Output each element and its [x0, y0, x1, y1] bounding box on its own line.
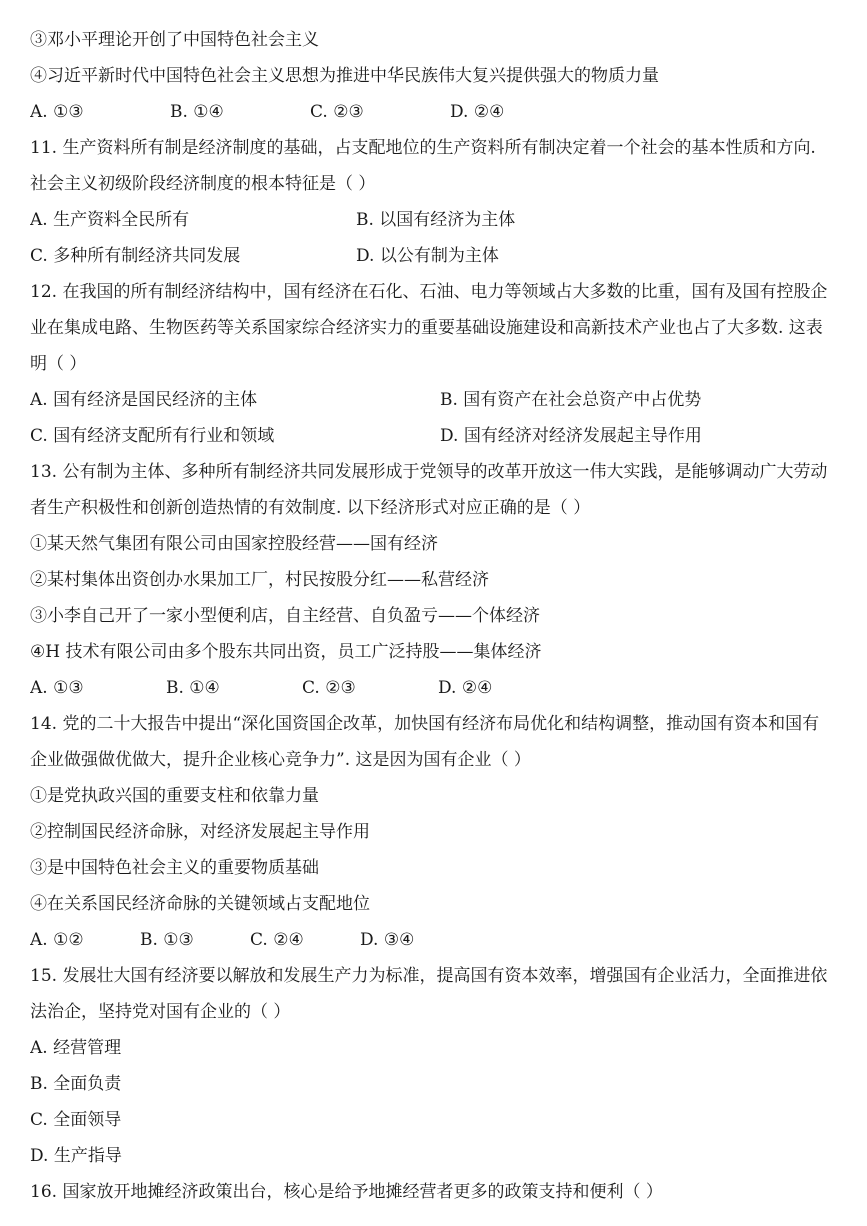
question-16-stem-line-1: 16. 国家放开地摊经济政策出台，核心是给予地摊经营者更多的政策支持和便利（ ）	[30, 1182, 663, 1202]
question-13-option-d: D. ②④	[438, 678, 493, 698]
question-12-stem-line-3: 明（ ）	[30, 354, 87, 374]
question-14-option-b: B. ①③	[140, 930, 194, 950]
question-11-stem-line-1: 11. 生产资料所有制是经济制度的基础，占支配地位的生产资料所有制决定着一个社会的基本性质和方向.	[30, 138, 816, 158]
question-12-stem-line-1: 12. 在我国的所有制经济结构中，国有经济在石化、石油、电力等领域占大多数的比重，国有及国有控股企	[30, 282, 828, 302]
question-13-stem-line-1: 13. 公有制为主体、多种所有制经济共同发展形成于党领导的改革开放这一伟大实践，是能够调动广大劳动	[30, 462, 828, 482]
question-14-item-4: ④在关系国民经济命脉的关键领域占支配地位	[30, 894, 370, 914]
question-14-option-c: C. ②④	[250, 930, 304, 950]
question-11-option-c: C. 多种所有制经济共同发展	[30, 246, 241, 266]
question-12-option-d: D. 国有经济对经济发展起主导作用	[440, 426, 702, 446]
question-15-option-d: D. 生产指导	[30, 1146, 122, 1166]
question-11	[30, 130, 845, 274]
question-15-stem-line-1: 15. 发展壮大国有经济要以解放和发展生产力为标准，提高国有资本效率，增强国有企业活力，全面推进依	[30, 966, 828, 986]
question-14-options	[30, 922, 845, 958]
question-12	[30, 274, 845, 454]
question-10-item-4: ④习近平新时代中国特色社会主义思想为推进中华民族伟大复兴提供强大的物质力量	[30, 66, 659, 86]
question-12-option-b: B. 国有资产在社会总资产中占优势	[440, 390, 702, 410]
question-15-stem-line-2: 法治企，坚持党对国有企业的（ ）	[30, 1002, 291, 1022]
question-15-option-c: C. 全面领导	[30, 1110, 122, 1130]
question-14-option-a: A. ①②	[30, 930, 84, 950]
question-12-option-c: C. 国有经济支配所有行业和领域	[30, 426, 275, 446]
question-14-stem-line-2: 企业做强做优做大，提升企业核心竞争力”. 这是因为国有企业（ ）	[30, 750, 531, 770]
question-12-stem-line-2: 业在集成电路、生物医药等关系国家综合经济实力的重要基础设施建设和高新技术产业也占了大多数. 这表	[30, 318, 823, 338]
question-13	[30, 454, 845, 706]
question-13-item-1: ①某天然气集团有限公司由国家控股经营——国有经济	[30, 534, 438, 554]
exam-page	[30, 22, 845, 1210]
question-12-options-row-1	[30, 382, 845, 418]
question-11-option-d: D. 以公有制为主体	[356, 246, 499, 266]
question-10	[30, 22, 845, 130]
question-12-option-a: A. 国有经济是国民经济的主体	[30, 390, 258, 410]
question-15-option-b: B. 全面负责	[30, 1074, 122, 1094]
question-14-item-3: ③是中国特色社会主义的重要物质基础	[30, 858, 319, 878]
question-14-stem-line-1: 14. 党的二十大报告中提出“深化国资国企改革，加快国有经济布局优化和结构调整，推动国有资本和国有	[30, 714, 820, 734]
question-11-option-a: A. 生产资料全民所有	[30, 210, 190, 230]
question-14-option-d: D. ③④	[360, 930, 415, 950]
question-14-item-1: ①是党执政兴国的重要支柱和依靠力量	[30, 786, 319, 806]
question-13-option-c: C. ②③	[302, 678, 356, 698]
question-13-options	[30, 670, 845, 706]
question-13-option-b: B. ①④	[166, 678, 220, 698]
question-13-item-2: ②某村集体出资创办水果加工厂，村民按股分红——私营经济	[30, 570, 489, 590]
question-10-option-c: C. ②③	[310, 102, 364, 122]
question-12-options-row-2	[30, 418, 845, 454]
question-13-option-a: A. ①③	[30, 678, 84, 698]
question-15-option-a: A. 经营管理	[30, 1038, 122, 1058]
question-10-option-a: A. ①③	[30, 102, 84, 122]
question-10-item-3: ③邓小平理论开创了中国特色社会主义	[30, 30, 319, 50]
question-13-stem-line-2: 者生产积极性和创新创造热情的有效制度. 以下经济形式对应正确的是（ ）	[30, 498, 591, 518]
question-15	[30, 958, 845, 1174]
question-10-option-d: D. ②④	[450, 102, 505, 122]
question-14-item-2: ②控制国民经济命脉，对经济发展起主导作用	[30, 822, 370, 842]
question-13-item-3: ③小李自己开了一家小型便利店，自主经营、自负盈亏——个体经济	[30, 606, 540, 626]
question-11-options-row-1	[30, 202, 845, 238]
question-14	[30, 706, 845, 958]
question-13-item-4: ④H 技术有限公司由多个股东共同出资，员工广泛持股——集体经济	[30, 642, 542, 662]
question-16	[30, 1174, 845, 1210]
question-11-option-b: B. 以国有经济为主体	[356, 210, 516, 230]
question-11-stem-line-2: 社会主义初级阶段经济制度的根本特征是（ ）	[30, 174, 376, 194]
question-11-options-row-2	[30, 238, 845, 274]
question-10-options	[30, 94, 845, 130]
question-10-option-b: B. ①④	[170, 102, 224, 122]
